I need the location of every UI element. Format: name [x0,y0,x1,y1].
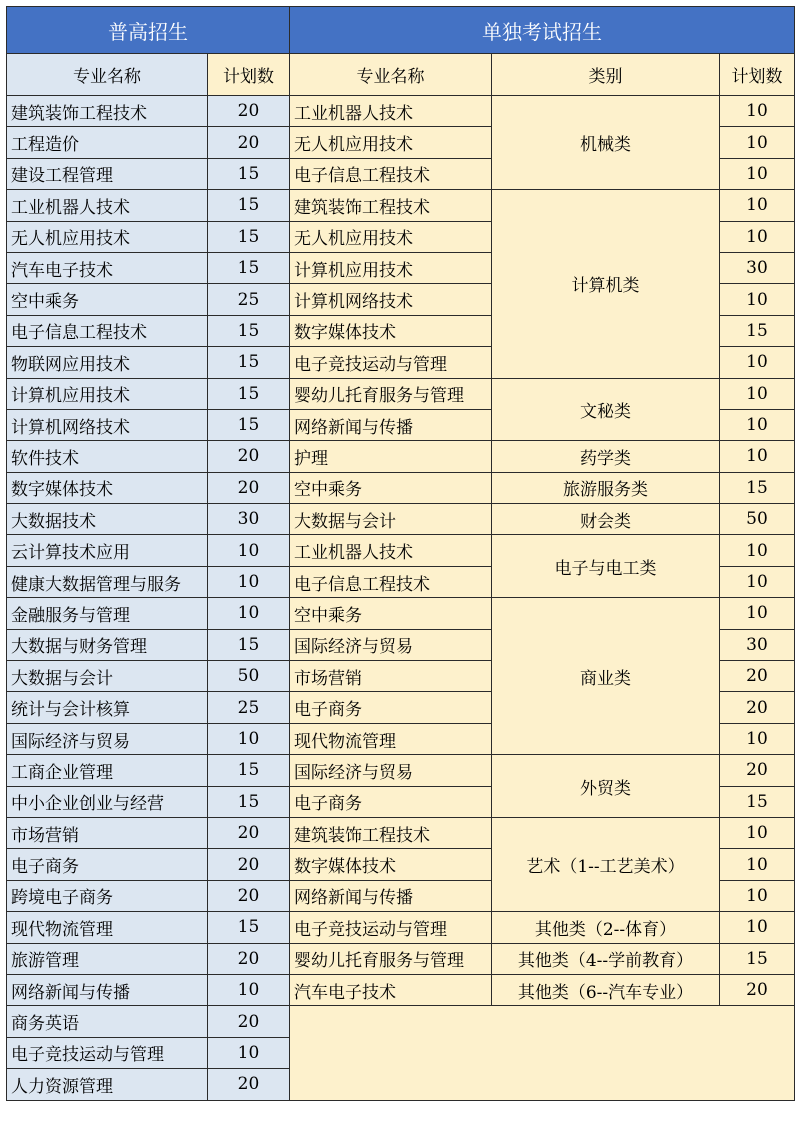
single-plan-cell: 10 [720,378,795,409]
section-title-row [7,7,795,54]
single-plan-cell: 10 [720,723,795,754]
category-cell: 药学类 [492,441,720,472]
single-major-cell: 电子竞技运动与管理 [290,912,492,943]
general-major-cell: 工业机器人技术 [7,190,208,221]
general-plan-header: 计划数 [208,54,290,96]
single-major-cell: 计算机应用技术 [290,252,492,283]
general-major-cell: 数字媒体技术 [7,472,208,503]
single-major-cell: 电子商务 [290,786,492,817]
single-plan-cell: 10 [720,96,795,127]
single-plan-cell: 10 [720,535,795,566]
general-plan-cell: 20 [208,817,290,848]
single-plan-cell: 50 [720,504,795,535]
general-plan-cell: 20 [208,880,290,911]
general-major-cell: 健康大数据管理与服务 [7,566,208,597]
single-plan-cell: 10 [720,441,795,472]
single-major-cell: 无人机应用技术 [290,127,492,158]
single-major-cell: 电子竞技运动与管理 [290,347,492,378]
general-major-header: 专业名称 [7,54,208,96]
single-major-cell: 网络新闻与传播 [290,409,492,440]
general-major-cell: 网络新闻与传播 [7,974,208,1005]
general-major-cell: 物联网应用技术 [7,347,208,378]
single-major-cell: 市场营销 [290,661,492,692]
table-row [7,96,795,127]
single-major-cell: 数字媒体技术 [290,849,492,880]
general-plan-cell: 10 [208,566,290,597]
general-major-cell: 计算机应用技术 [7,378,208,409]
category-cell: 其他类（4--学前教育） [492,943,720,974]
general-major-cell: 建设工程管理 [7,158,208,189]
table-row [7,378,795,409]
general-plan-cell: 15 [208,158,290,189]
general-plan-cell: 25 [208,284,290,315]
single-plan-cell: 20 [720,755,795,786]
enrollment-plan-table [6,6,795,1101]
single-plan-cell: 10 [720,566,795,597]
empty-merged-area [290,1006,795,1100]
single-major-cell: 工业机器人技术 [290,96,492,127]
single-plan-cell: 15 [720,315,795,346]
single-category-header: 类别 [492,54,720,96]
single-plan-cell: 10 [720,880,795,911]
general-plan-cell: 15 [208,190,290,221]
category-cell: 文秘类 [492,378,720,441]
general-plan-cell: 20 [208,1006,290,1037]
single-major-cell: 护理 [290,441,492,472]
general-major-cell: 金融服务与管理 [7,598,208,629]
general-major-cell: 国际经济与贸易 [7,723,208,754]
single-plan-cell: 15 [720,786,795,817]
table-row [7,190,795,221]
general-plan-cell: 10 [208,1037,290,1068]
single-plan-header: 计划数 [720,54,795,96]
general-section-title: 普高招生 [7,7,290,54]
general-plan-cell: 15 [208,347,290,378]
single-plan-cell: 10 [720,127,795,158]
general-plan-cell: 25 [208,692,290,723]
general-plan-cell: 20 [208,127,290,158]
general-major-cell: 大数据与财务管理 [7,629,208,660]
table-row [7,472,795,503]
general-major-cell: 人力资源管理 [7,1069,208,1100]
general-major-cell: 空中乘务 [7,284,208,315]
single-major-cell: 建筑装饰工程技术 [290,817,492,848]
table-row [7,817,795,848]
single-plan-cell: 15 [720,943,795,974]
single-plan-cell: 20 [720,661,795,692]
general-major-cell: 中小企业创业与经营 [7,786,208,817]
general-plan-cell: 10 [208,598,290,629]
general-major-cell: 商务英语 [7,1006,208,1037]
single-major-cell: 工业机器人技术 [290,535,492,566]
single-major-cell: 无人机应用技术 [290,221,492,252]
category-cell: 电子与电工类 [492,535,720,598]
table-row [7,535,795,566]
table-row [7,504,795,535]
single-plan-cell: 10 [720,347,795,378]
table-row [7,912,795,943]
single-major-header: 专业名称 [290,54,492,96]
general-plan-cell: 15 [208,912,290,943]
single-major-cell: 大数据与会计 [290,504,492,535]
general-plan-cell: 20 [208,1069,290,1100]
general-plan-cell: 10 [208,723,290,754]
general-major-cell: 云计算技术应用 [7,535,208,566]
general-major-cell: 电子信息工程技术 [7,315,208,346]
table-row [7,943,795,974]
single-major-cell: 现代物流管理 [290,723,492,754]
single-major-cell: 电子信息工程技术 [290,566,492,597]
general-plan-cell: 15 [208,252,290,283]
single-major-cell: 国际经济与贸易 [290,629,492,660]
general-plan-cell: 20 [208,472,290,503]
single-plan-cell: 10 [720,158,795,189]
general-major-cell: 软件技术 [7,441,208,472]
table-row [7,1006,795,1037]
single-plan-cell: 15 [720,472,795,503]
general-plan-cell: 15 [208,378,290,409]
single-plan-cell: 20 [720,692,795,723]
table-row [7,441,795,472]
general-plan-cell: 30 [208,504,290,535]
general-plan-cell: 15 [208,755,290,786]
general-plan-cell: 10 [208,974,290,1005]
category-cell: 商业类 [492,598,720,755]
general-plan-cell: 20 [208,441,290,472]
general-major-cell: 市场营销 [7,817,208,848]
general-major-cell: 跨境电子商务 [7,880,208,911]
table-body [7,96,795,1101]
single-major-cell: 空中乘务 [290,598,492,629]
general-major-cell: 建筑装饰工程技术 [7,96,208,127]
single-plan-cell: 30 [720,252,795,283]
general-plan-cell: 15 [208,315,290,346]
single-exam-section-title: 单独考试招生 [290,7,795,54]
general-major-cell: 工商企业管理 [7,755,208,786]
single-major-cell: 婴幼儿托育服务与管理 [290,943,492,974]
general-plan-cell: 20 [208,943,290,974]
single-plan-cell: 10 [720,221,795,252]
general-major-cell: 电子竞技运动与管理 [7,1037,208,1068]
general-major-cell: 工程造价 [7,127,208,158]
single-major-cell: 空中乘务 [290,472,492,503]
general-major-cell: 汽车电子技术 [7,252,208,283]
single-plan-cell: 10 [720,409,795,440]
general-major-cell: 统计与会计核算 [7,692,208,723]
category-cell: 计算机类 [492,190,720,378]
column-header-row [7,54,795,96]
category-cell: 外贸类 [492,755,720,818]
single-plan-cell: 10 [720,849,795,880]
general-major-cell: 现代物流管理 [7,912,208,943]
single-major-cell: 婴幼儿托育服务与管理 [290,378,492,409]
general-major-cell: 计算机网络技术 [7,409,208,440]
category-cell: 艺术（1--工艺美术） [492,817,720,911]
table-row [7,755,795,786]
category-cell: 旅游服务类 [492,472,720,503]
single-major-cell: 汽车电子技术 [290,974,492,1005]
single-plan-cell: 10 [720,912,795,943]
general-major-cell: 无人机应用技术 [7,221,208,252]
single-major-cell: 电子信息工程技术 [290,158,492,189]
table-row [7,974,795,1005]
single-plan-cell: 10 [720,817,795,848]
general-plan-cell: 15 [208,629,290,660]
category-cell: 财会类 [492,504,720,535]
general-plan-cell: 50 [208,661,290,692]
general-major-cell: 大数据技术 [7,504,208,535]
single-major-cell: 电子商务 [290,692,492,723]
single-major-cell: 计算机网络技术 [290,284,492,315]
general-plan-cell: 20 [208,96,290,127]
single-major-cell: 国际经济与贸易 [290,755,492,786]
general-plan-cell: 15 [208,221,290,252]
category-cell: 其他类（6--汽车专业） [492,974,720,1005]
general-plan-cell: 20 [208,849,290,880]
general-plan-cell: 15 [208,409,290,440]
category-cell: 机械类 [492,96,720,190]
general-plan-cell: 10 [208,535,290,566]
table-row [7,598,795,629]
single-major-cell: 数字媒体技术 [290,315,492,346]
single-major-cell: 网络新闻与传播 [290,880,492,911]
general-major-cell: 旅游管理 [7,943,208,974]
general-major-cell: 电子商务 [7,849,208,880]
single-plan-cell: 30 [720,629,795,660]
single-plan-cell: 10 [720,598,795,629]
category-cell: 其他类（2--体育） [492,912,720,943]
single-major-cell: 建筑装饰工程技术 [290,190,492,221]
single-plan-cell: 10 [720,190,795,221]
single-plan-cell: 10 [720,284,795,315]
general-major-cell: 大数据与会计 [7,661,208,692]
single-plan-cell: 20 [720,974,795,1005]
general-plan-cell: 15 [208,786,290,817]
